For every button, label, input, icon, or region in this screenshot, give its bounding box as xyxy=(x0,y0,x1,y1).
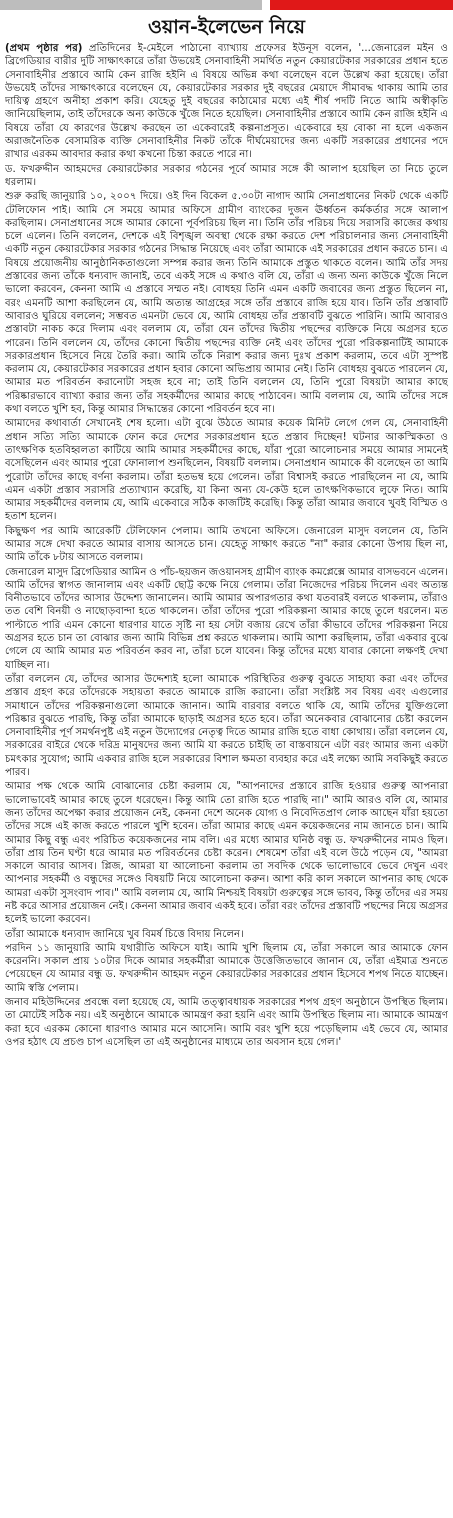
top-bar-red-segment xyxy=(270,0,453,10)
paragraph-10: পরদিন ১১ জানুয়ারি আমি যথারীতি অফিসে যাই। আমি খুশি ছিলাম যে, তাঁরা সকালে আর আমাকে ফোন করেননি। সকাল প্রায় ১০টার দিকে আমার সহকর্মীরা আমাকে উত্তেজিতভাবে জানান যে, তাঁরা এইমাত্র শুনতে পেয়েছেন যে আমার বন্ধু ড. ফখরুদ্দীন আহমদ নতুন কেয়ারটেকার সরকারের প্রধান হিসেবে শপথ নিতে যাচ্ছেন। আমি স্বস্তি পেলাম। xyxy=(5,942,448,994)
article-body xyxy=(5,42,448,1514)
paragraph-text: প্রতিদিনের ই-মেইলে পাঠানো ব্যাখ্যায় প্রফেসর ইউনূস বলেন, '...জেনারেল মইন ও ব্রিগেডিয়ার বারীর দুটি সাক্ষাৎকারে তাঁরা উভয়েই সেনাবাহিনী সমর্থিত নতুন কেয়ারটেকার সরকারের প্রধান হতে সেনাবাহিনীর প্রস্তাবে আমি কেন রাজি হইনি এ বিষয়ে অভিন্ন কথা বলেছেন বলে উল্লেখ করা হয়েছে। তাঁরা উভয়েই তাঁদের সাক্ষাৎকারে বলেছেন যে, কেয়ারটেকার সরকার দুই বছরের মেয়াদে সীমাবদ্ধ থাকায় আমি তার দায়িত্ব গ্রহণে অনীহা প্রকাশ করি। যেহেতু দুই বছরের কাঠামোর মধ্যে এই শীর্ষ পদটি নিতে আমি অস্বীকৃতি জানিয়েছিলাম, তাই তাঁদেরকে অন্য কাউকে খুঁজে নিতে হয়েছিল। সেনাবাহিনীর প্রস্তাবে আমি কেন রাজি হইনি এ বিষয়ে তাঁরা যে কারণের উল্লেখ করছেন তা একেবারেই কল্পনাপ্রসূত। একেবারে হয় বোকা না হলে একজন অরাজনৈতিক বেসামরিক ব্যক্তি সেনাবাহিনীর নিকট তাঁকে দীর্ঘমেয়াদের জন্য একটি সরকারের প্রধানের পদে রাখার এরকম আবদার করার কথা কখনো চিন্তা করতে পারে না। xyxy=(5,43,448,161)
paragraph-3: শুরু করছি জানুয়ারি ১০, ২০০৭ দিয়ে। ওই দিন বিকেল ৫.৩০টা নাগাদ আমি সেনাপ্রধানের নিকট থেকে একটি টেলিফোন পাই। আমি সে সময়ে আমার অফিসে গ্রামীণ ব্যাংকের দুজন ঊর্ধ্বতন কর্মকর্তার সঙ্গে আলাপ করছিলাম। সেনাপ্রধানের সঙ্গে আমার কোনো পূর্বপরিচয় ছিল না। তিনি তাঁর পরিচয় দিয়ে সরাসরি কাজের কথায় চলে এলেন। তিনি বললেন, দেশকে এই বিশৃঙ্খল অবস্থা থেকে রক্ষা করতে দেশ পরিচালনার জন্য সেনাবাহিনী একটি নতুন কেয়ারটেকার সরকার গঠনের সিদ্ধান্ত নিয়েছে এবং তাঁরা আমাকে এই সরকারের প্রধান করতে চান। এ বিষয়ে প্রয়োজনীয় আনুষ্ঠানিকতাগুলো সম্পন্ন করার জন্য তিনি আমাকে প্রস্তুত থাকতে বলেন। আমি তাঁর সদয় প্রস্তাবের জন্য তাঁকে ধন্যবাদ জানাই, তবে একই সঙ্গে এ কথাও বলি যে, তাঁরা এ জন্য অন্য কাউকে খুঁজে নিলে ভালো করবেন, কেননা আমি এ প্রস্তাবে সম্মত নই। বোধহয় তিনি এমন একটি জবাবের জন্য প্রস্তুত ছিলেন না, বরং এমনটি আশা করছিলেন যে, আমি অত্যন্ত আগ্রহের সঙ্গে তাঁর প্রস্তাবে রাজি হয়ে যাব। তিনি তাঁর প্রস্তাবটি আবারও ঘুরিয়ে বললেন; সম্ভবত এমনটা ভেবে যে, আমি বোধহয় তাঁর প্রস্তাবটি বুঝতে পারিনি। আমি আবারও প্রস্তাবটা নাকচ করে দিলাম এবং বললাম যে, তাঁরা যেন তাঁদের দ্বিতীয় পছন্দের ব্যক্তিকে নিয়ে অগ্রসর হতে পারেন। তিনি বললেন যে, তাঁদের কোনো দ্বিতীয় পছন্দের ব্যক্তি নেই এবং তাঁদের পুরো পরিকল্পনাটিই আমাকে সরকারপ্রধান হিসেবে নিয়ে তৈরি করা। আমি তাঁকে নিরাশ করার জন্য দুঃখ প্রকাশ করলাম, তবে এটা সুস্পষ্ট করলাম যে, কেয়ারটেকার সরকারের প্রধান হবার কোনো অভিপ্রায় আমার নেই। তিনি বোধহয় বুঝতে পারলেন যে, আমার মত পরিবর্তন করানোটা সহজ হবে না; তাই তিনি বললেন যে, তিনি পুরো বিষয়টা আমার কাছে পরিষ্কারভাবে ব্যাখ্যা করার জন্য তাঁর সহকর্মীদের আমার কাছে পাঠাবেন। আমি বললাম যে, আমি তাঁদের সঙ্গে কথা বলতে খুশি হব, কিন্তু আমার সিদ্ধান্তের কোনো পরিবর্তন হবে না। xyxy=(5,191,448,416)
paragraph-2: ড. ফখরুদ্দীন আহমদের কেয়ারটেকার সরকার গঠনের পূর্বে আমার সঙ্গে কী আলাপ হয়েছিল তা নিচে তুলে ধরলাম। xyxy=(5,163,448,188)
paragraph-4: আমাদের কথাবার্তা সেখানেই শেষ হলো। এটা বুঝে উঠতে আমার কয়েক মিনিট লেগে গেল যে, সেনাবাহিনী প্রধান সত্যি সত্যি আমাকে ফোন করে দেশের সরকারপ্রধান হতে প্রস্তাব দিচ্ছেন! ঘটনার আকস্মিকতা ও তাৎক্ষণিক হতবিহ্বলতা কাটিয়ে আমি আমার সহকর্মীদের কাছে, যাঁরা পুরো আলোচনার সময়ে আমার সামনেই বসেছিলেন এবং আমার পুরো ফোনালাপ শুনছিলেন, বিষয়টি বললাম। সেনাপ্রধান আমাকে কী বলেছেন তা আমি পুরোটা তাঁদের কাছে বর্ণনা করলাম। তাঁরা হতভম্ব হয়ে গেলেন। তাঁরা বিশ্বাসই করতে পারছিলেন না যে, আমি এমন একটা প্রস্তাব সরাসরি প্রত্যাখ্যান করেছি, যা কিনা অন্য যে-কেউ হলে তাৎক্ষণিকভাবে লুফে নিত। আমি আমার সহকর্মীদের বললাম যে, আমি একেবারে সঠিক কাজটিই করেছি। কিন্তু তাঁরা আমার জবাবে খুবই বিস্মিত ও হতাশ হলেন। xyxy=(5,418,448,523)
paragraph-7: তাঁরা বললেন যে, তাঁদের আসার উদ্দেশ্যই হলো আমাকে পরিস্থিতির গুরুত্ব বুঝতে সাহায্য করা এবং তাঁদের প্রস্তাব গ্রহণ করে তাঁদেরকে সহায়তা করতে আমাকে রাজি করানো। তাঁরা সংশ্লিষ্ট সব বিষয় এবং এগুলোর সমাধানে তাঁদের পরিকল্পনাগুলো আমাকে জানান। আমি বারবার বলতে থাকি যে, আমি তাঁদের যুক্তিগুলো পরিষ্কার বুঝতে পারছি, কিন্তু তাঁরা আমাকে ছাড়াই অগ্রসর হতে হবে। তাঁরা অনেকবার বোঝানোর চেষ্টা করলেন সেনাবাহিনীর পূর্ণ সমর্থনপুষ্ট এই নতুন উদ্যোগের নেতৃত্ব দিতে আমার রাজি হতে বাধা কোথায়। তাঁরা বললেন যে, সরকারের বাইরে থেকে দরিদ্র মানুষদের জন্য আমি যা করতে চাইছি তা বাস্তবায়নে এটা বরং আমার জন্য একটা চমৎকার সুযোগ; আমি একবার রাজি হলে সরকারের বিশাল ক্ষমতা ব্যবহার করে এই লক্ষ্যে আমি সবকিছুই করতে পারব। xyxy=(5,673,448,779)
paragraph-6: জেনারেল মাসুদ ব্রিগেডিয়ার আমিন ও পাঁচ-ছয়জন জওয়ানসহ গ্রামীণ ব্যাংক কমপ্লেক্সে আমার বাসভবনে এলেন। আমি তাঁদের স্বাগত জানালাম এবং একটি ছোট্ট কক্ষে নিয়ে গেলাম। তাঁরা নিজেদের পরিচয় দিলেন এবং অত্যন্ত বিনীতভাবে তাঁদের আসার উদ্দেশ্য জানালেন। আমি আমার অপারগতার কথা যতবারই বলতে থাকলাম, তাঁরাও তত বেশি বিনয়ী ও নাছোড়বান্দা হতে থাকলেন। তাঁরা তাঁদের পুরো পরিকল্পনা আমার কাছে তুলে ধরলেন। মত পাল্টাতে পারি এমন কোনো ধারণার যাতে সৃষ্টি না হয় সেটা বজায় রেখে তাঁরা কীভাবে তাঁদের পরিকল্পনা নিয়ে অগ্রসর হতে চান তা বোঝার জন্য আমি বিভিন্ন প্রশ্ন করতে থাকলাম। আমি আশা করছিলাম, তাঁরা একবার বুঝে গেলে যে আমি আমার মত পরিবর্তন করব না, তাঁরা চলে যাবেন। কিন্তু তাঁদের মধ্যে যাবার কোনো লক্ষণই দেখা যাচ্ছিল না। xyxy=(5,566,448,671)
continuation-lead: (প্রথম পৃষ্ঠার পর) xyxy=(5,43,83,54)
article-headline: ওয়ান-ইলেভেন নিয়ে xyxy=(148,16,305,38)
top-bar-grey-segment xyxy=(0,0,262,10)
paragraph-9: তাঁরা আমাকে ধন্যবাদ জানিয়ে খুব বিমর্ষ চিত্তে বিদায় নিলেন। xyxy=(5,928,244,940)
paragraph-1 xyxy=(5,42,448,162)
top-color-bar xyxy=(0,0,453,10)
paragraph-11: জনাব মহিউদ্দিনের প্রবন্ধে বলা হয়েছে যে, আমি তত্ত্বাবধায়ক সরকারের শপথ গ্রহণ অনুষ্ঠানে উপস্থিত ছিলাম। তা মোটেই সঠিক নয়। এই অনুষ্ঠানে আমাকে আমন্ত্রণ করা হয়নি এবং আমি উপস্থিত ছিলাম না। আমাকে আমন্ত্রণ করা হবে এরকম কোনো ধারণাও আমার মনে আসেনি। আমি বরং খুশি হয়ে পড়েছিলাম এই ভেবে যে, আমার ওপর হঠাৎ যে প্রচণ্ড চাপ এসেছিল তা এই অনুষ্ঠানের মাধ্যমে তার অবসান হয়ে গেল।' xyxy=(5,997,448,1048)
paragraph-5: কিছুক্ষণ পর আমি আরেকটি টেলিফোন পেলাম। আমি তখনো অফিসে। জেনারেল মাসুদ বললেন যে, তিনি আমার সঙ্গে দেখা করতে আমার বাসায় আসতে চান। যেহেতু সাক্ষাৎ করতে "না" করার কোনো উপায় ছিল না, আমি তাঁকে ৮টায় আসতে বললাম। xyxy=(5,525,448,564)
paragraph-8: আমার পক্ষ থেকে আমি বোঝানোর চেষ্টা করলাম যে, "আপনাদের প্রস্তাবে রাজি হওয়ার গুরুত্ব আপনারা ভালোভাবেই আমার কাছে তুলে ধরেছেন। কিন্তু আমি তো রাজি হতে পারছি না।" আমি আরও বলি যে, আমার জন্য তাঁদের অপেক্ষা করার প্রয়োজন নেই, কেননা দেশে অনেক যোগ্য ও নিবেদিতপ্রাণ লোক আছেন যাঁরা হয়তো তাঁদের সঙ্গে এই কাজ করতে পারলে খুশি হবেন। তাঁরা আমার কাছে এমন কয়েকজনের নাম জানতে চান। আমি আমার কিছু বন্ধু এবং পরিচিত কয়েকজনের নাম বলি। এর মধ্যে আমার ঘনিষ্ঠ বন্ধু ড. ফখরুদ্দীনের নামও ছিল। তাঁরা প্রায় তিন ঘণ্টা ধরে আমার মত পরিবর্তনের চেষ্টা করেন। শেষমেশ তাঁরা এই বলে উঠে পড়েন যে, "আমরা সকালে আবার আসব। প্লিজ, আমরা যা আলোচনা করলাম তা সবদিক থেকে ভালোভাবে ভেবে দেখুন এবং আপনার সহকর্মী ও বন্ধুদের সঙ্গেও বিষয়টি নিয়ে আলোচনা করুন। আশা করি কাল সকালে আপনার কাছ থেকে আমরা একটা সুসংবাদ পাব।" আমি বললাম যে, আমি নিশ্চয়ই বিষয়টা গুরুত্বের সঙ্গে ভাবব, কিন্তু তাঁদের এর সময় নষ্ট করে আসার প্রয়োজন নেই। কেননা আমার জবাব একই হবে। তাঁরা বরং তাঁদের প্রস্তাবটি পছন্দের নিয়ে অগ্রসর হলেই ভালো করবেন। xyxy=(5,781,448,926)
